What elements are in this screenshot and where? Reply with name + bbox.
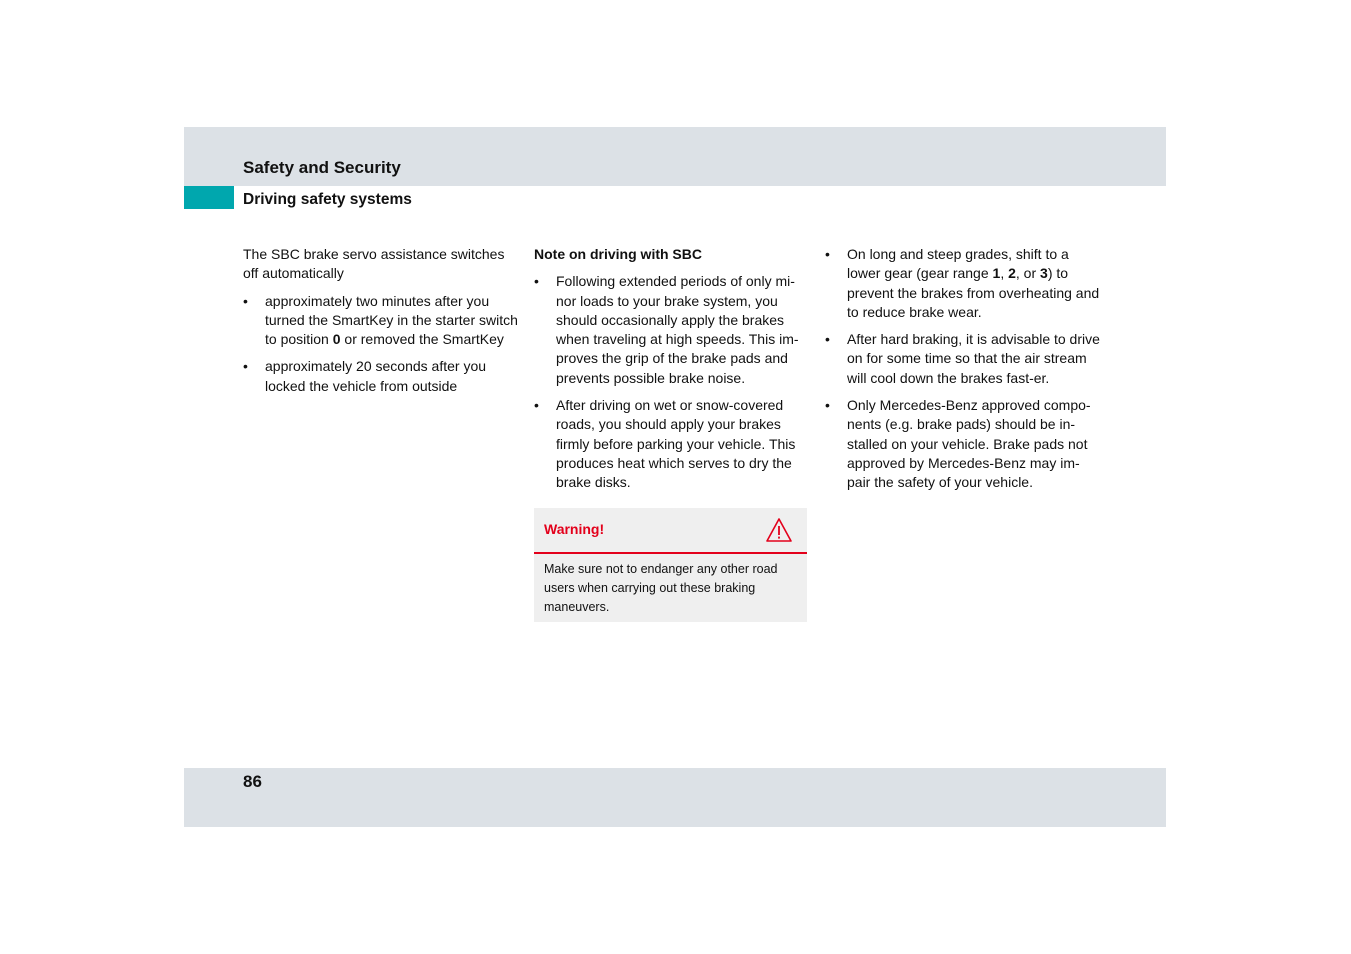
warning-header: [534, 508, 807, 554]
list-item-text: After hard braking, it is advisable to drive on for some time so that the air stream will cool down the brakes fast-er.: [847, 331, 1100, 386]
list-item-text: or removed the SmartKey: [340, 331, 504, 348]
column-middle: [534, 245, 809, 501]
bullet-icon: •: [243, 292, 248, 309]
note-heading: Note on driving with SBC: [534, 246, 702, 262]
list-item-text: approximately two minutes after you turned the SmartKey in the starter switch to position: [265, 292, 518, 348]
warning-triangle-icon: [765, 517, 793, 543]
bullet-list: [534, 272, 809, 492]
intro-paragraph: The SBC brake servo assistance switches off automatically: [243, 246, 505, 282]
section-accent-bar: [184, 186, 234, 209]
bullet-list: [243, 292, 518, 396]
footer-band: [184, 768, 1166, 827]
list-item: [243, 292, 518, 350]
bullet-icon: •: [825, 397, 830, 414]
bullet-icon: •: [825, 331, 830, 348]
section-title: Safety and Security: [243, 158, 401, 177]
list-item-text: After driving on wet or snow-covered roads, you should apply your brakes firmly before parking your vehicle. This produces heat which serves to dry the brake disks.: [556, 397, 796, 491]
bullet-icon: •: [534, 397, 539, 414]
bullet-icon: •: [243, 358, 248, 375]
list-item: [243, 357, 518, 396]
subsection-title: Driving safety systems: [243, 191, 412, 208]
bullet-icon: •: [534, 273, 539, 290]
list-item: [825, 245, 1100, 322]
warning-text: Make sure not to endanger any other road users when carrying out these braking maneuvers.: [544, 562, 778, 614]
page-number: 86: [243, 772, 262, 791]
list-item: [534, 396, 809, 492]
list-item: [534, 272, 809, 388]
list-item: [825, 396, 1100, 492]
separator-text: ,: [1000, 265, 1009, 282]
list-item-text: ) to prevent the brakes from overheating and to reduce brake wear.: [847, 265, 1100, 320]
separator-text: , or: [1015, 265, 1041, 282]
list-item-text: approximately 20 seconds after you locked the vehicle from outside: [265, 358, 487, 394]
gear-value: 2: [1008, 265, 1016, 282]
bullet-list: [825, 245, 1100, 493]
column-left: [243, 245, 518, 404]
column-right: [825, 245, 1100, 501]
position-value: 0: [332, 331, 341, 348]
warning-title: Warning!: [544, 521, 605, 537]
warning-box: [534, 508, 807, 622]
gear-value: 1: [992, 265, 1001, 282]
list-item-text: Only Mercedes-Benz approved compo-nents (e.g. brake pads) should be in-stalled on your vehicle. Brake pads not approved by Mercedes-Benz may im-pair the safety of your vehicle.: [847, 397, 1091, 491]
list-item-text: Following extended periods of only mi-nor loads to your brake system, you should occasionally apply the brakes when traveling at high speeds. This im-proves the grip of the brake pads and prevents possible brake noise.: [556, 273, 799, 386]
list-item: [825, 330, 1100, 388]
list-item-text: On long and steep grades, shift to a lower gear (gear range: [847, 246, 1069, 282]
gear-value: 3: [1040, 265, 1048, 282]
bullet-icon: •: [825, 246, 830, 262]
